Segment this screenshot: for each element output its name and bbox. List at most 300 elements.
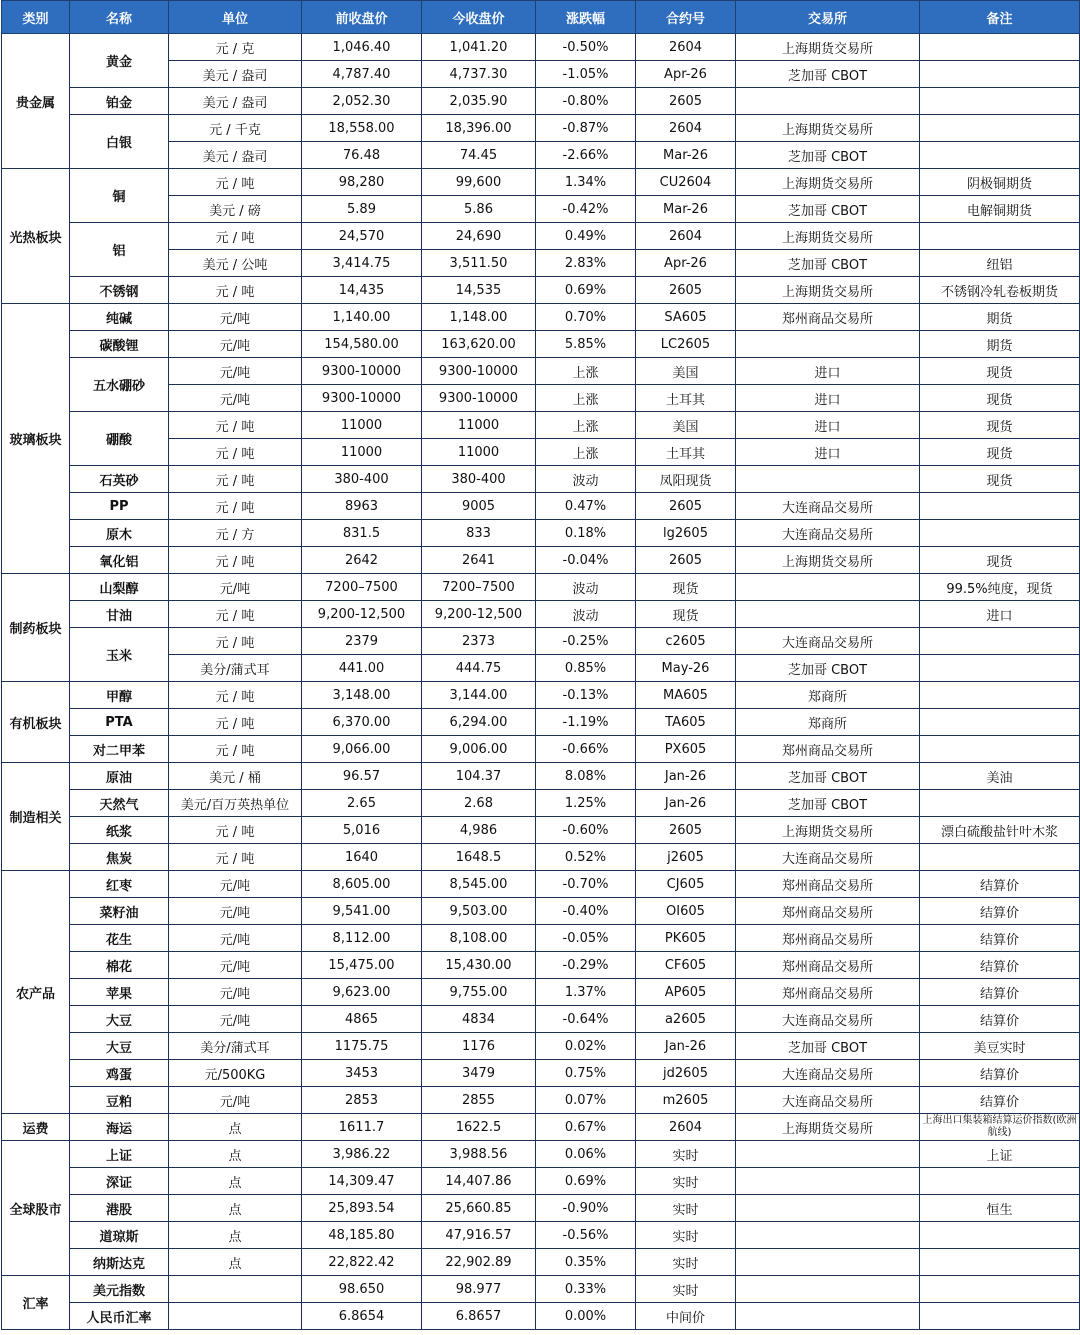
change-cell: -0.13% bbox=[536, 682, 636, 709]
exchange-cell: 上海期货交易所 bbox=[736, 115, 920, 142]
table-row bbox=[2, 601, 1080, 628]
unit-cell: 美元 / 盎司 bbox=[169, 142, 302, 169]
unit-cell: 元 / 吨 bbox=[169, 844, 302, 871]
change-cell: -0.80% bbox=[536, 88, 636, 115]
contract-cell: 中间价 bbox=[636, 1303, 736, 1330]
table-row bbox=[2, 925, 1080, 952]
table-row bbox=[2, 277, 1080, 304]
today-close-cell: 2.68 bbox=[422, 790, 536, 817]
exchange-cell: 大连商品交易所 bbox=[736, 628, 920, 655]
contract-cell: CU2604 bbox=[636, 169, 736, 196]
exchange-cell bbox=[736, 1303, 920, 1330]
prev-close-cell: 11000 bbox=[302, 439, 422, 466]
item-name-cell: 不锈钢 bbox=[70, 277, 169, 304]
contract-cell: 2605 bbox=[636, 493, 736, 520]
prev-close-cell: 2379 bbox=[302, 628, 422, 655]
today-close-cell: 5.86 bbox=[422, 196, 536, 223]
table-row bbox=[2, 682, 1080, 709]
contract-cell: AP605 bbox=[636, 979, 736, 1006]
remark-cell: 结算价 bbox=[920, 925, 1080, 952]
contract-cell: j2605 bbox=[636, 844, 736, 871]
prev-close-cell: 1175.75 bbox=[302, 1033, 422, 1060]
prev-close-cell: 3453 bbox=[302, 1060, 422, 1087]
today-close-cell: 380-400 bbox=[422, 466, 536, 493]
exchange-cell: 大连商品交易所 bbox=[736, 1006, 920, 1033]
contract-cell: Jan-26 bbox=[636, 763, 736, 790]
item-name-cell: 铂金 bbox=[70, 88, 169, 115]
item-name-cell: 对二甲苯 bbox=[70, 736, 169, 763]
item-name-cell: 红枣 bbox=[70, 871, 169, 898]
remark-cell: 结算价 bbox=[920, 871, 1080, 898]
prev-close-cell: 8,112.00 bbox=[302, 925, 422, 952]
today-close-cell: 833 bbox=[422, 520, 536, 547]
prev-close-cell: 25,893.54 bbox=[302, 1195, 422, 1222]
change-cell: -0.70% bbox=[536, 871, 636, 898]
unit-cell: 美元 / 盎司 bbox=[169, 88, 302, 115]
contract-cell: Apr-26 bbox=[636, 250, 736, 277]
prev-close-cell: 4,787.40 bbox=[302, 61, 422, 88]
remark-cell bbox=[920, 61, 1080, 88]
exchange-cell: 进口 bbox=[736, 358, 920, 385]
category-cell: 制药板块 bbox=[2, 574, 70, 682]
unit-cell: 元/吨 bbox=[169, 898, 302, 925]
exchange-cell: 上海期货交易所 bbox=[736, 277, 920, 304]
unit-cell: 元/吨 bbox=[169, 1087, 302, 1114]
exchange-cell: 大连商品交易所 bbox=[736, 520, 920, 547]
item-name-cell: 上证 bbox=[70, 1141, 169, 1168]
contract-cell: 2605 bbox=[636, 88, 736, 115]
exchange-cell: 芝加哥 CBOT bbox=[736, 61, 920, 88]
exchange-cell: 芝加哥 CBOT bbox=[736, 196, 920, 223]
exchange-cell bbox=[736, 1195, 920, 1222]
contract-cell: 美国 bbox=[636, 412, 736, 439]
prev-close-cell: 6,370.00 bbox=[302, 709, 422, 736]
category-cell: 运费 bbox=[2, 1114, 70, 1141]
change-cell: 0.75% bbox=[536, 1060, 636, 1087]
prev-close-cell: 5,016 bbox=[302, 817, 422, 844]
unit-cell: 元 / 方 bbox=[169, 520, 302, 547]
item-name-cell: PTA bbox=[70, 709, 169, 736]
unit-cell: 元/吨 bbox=[169, 925, 302, 952]
prev-close-cell: 831.5 bbox=[302, 520, 422, 547]
remark-cell: 结算价 bbox=[920, 979, 1080, 1006]
unit-cell: 美元 / 公吨 bbox=[169, 250, 302, 277]
change-cell: 0.69% bbox=[536, 1168, 636, 1195]
contract-cell: 美国 bbox=[636, 358, 736, 385]
today-close-cell: 4,986 bbox=[422, 817, 536, 844]
item-name-cell: 硼酸 bbox=[70, 412, 169, 466]
table-row bbox=[2, 1303, 1080, 1330]
change-cell: 波动 bbox=[536, 601, 636, 628]
table-row bbox=[2, 1249, 1080, 1276]
unit-cell: 元/吨 bbox=[169, 385, 302, 412]
contract-cell: PK605 bbox=[636, 925, 736, 952]
change-cell: 8.08% bbox=[536, 763, 636, 790]
prev-close-cell: 3,414.75 bbox=[302, 250, 422, 277]
contract-cell: MA605 bbox=[636, 682, 736, 709]
remark-cell: 结算价 bbox=[920, 898, 1080, 925]
header-category: 类别 bbox=[2, 1, 70, 34]
table-body bbox=[2, 34, 1080, 1330]
change-cell: 0.35% bbox=[536, 1249, 636, 1276]
unit-cell: 元 / 吨 bbox=[169, 628, 302, 655]
table-row bbox=[2, 1114, 1080, 1141]
today-close-cell: 99,600 bbox=[422, 169, 536, 196]
today-close-cell: 74.45 bbox=[422, 142, 536, 169]
contract-cell: 2605 bbox=[636, 547, 736, 574]
today-close-cell: 4,737.30 bbox=[422, 61, 536, 88]
contract-cell: 2604 bbox=[636, 115, 736, 142]
prev-close-cell: 9,200-12,500 bbox=[302, 601, 422, 628]
change-cell: 0.06% bbox=[536, 1141, 636, 1168]
unit-cell bbox=[169, 1303, 302, 1330]
remark-cell: 上证 bbox=[920, 1141, 1080, 1168]
exchange-cell: 郑商所 bbox=[736, 682, 920, 709]
table-row bbox=[2, 304, 1080, 331]
change-cell: 0.70% bbox=[536, 304, 636, 331]
remark-cell: 99.5%纯度，现货 bbox=[920, 574, 1080, 601]
unit-cell: 元/吨 bbox=[169, 304, 302, 331]
header-contract: 合约号 bbox=[636, 1, 736, 34]
item-name-cell: 碳酸锂 bbox=[70, 331, 169, 358]
item-name-cell: 五水硼砂 bbox=[70, 358, 169, 412]
contract-cell: 实时 bbox=[636, 1195, 736, 1222]
item-name-cell: 鸡蛋 bbox=[70, 1060, 169, 1087]
prev-close-cell: 9300-10000 bbox=[302, 385, 422, 412]
item-name-cell: 豆粕 bbox=[70, 1087, 169, 1114]
exchange-cell bbox=[736, 1276, 920, 1303]
table-row bbox=[2, 736, 1080, 763]
unit-cell: 元 / 吨 bbox=[169, 223, 302, 250]
unit-cell: 元/吨 bbox=[169, 331, 302, 358]
exchange-cell: 进口 bbox=[736, 412, 920, 439]
remark-cell bbox=[920, 1168, 1080, 1195]
exchange-cell: 上海期货交易所 bbox=[736, 1114, 920, 1141]
change-cell: 0.67% bbox=[536, 1114, 636, 1141]
item-name-cell: 苹果 bbox=[70, 979, 169, 1006]
exchange-cell: 郑州商品交易所 bbox=[736, 979, 920, 1006]
remark-cell: 现货 bbox=[920, 466, 1080, 493]
contract-cell: Mar-26 bbox=[636, 196, 736, 223]
contract-cell: 2604 bbox=[636, 34, 736, 61]
unit-cell: 元/吨 bbox=[169, 952, 302, 979]
remark-cell bbox=[920, 844, 1080, 871]
remark-cell: 恒生 bbox=[920, 1195, 1080, 1222]
remark-cell bbox=[920, 1249, 1080, 1276]
exchange-cell bbox=[736, 601, 920, 628]
today-close-cell: 9300-10000 bbox=[422, 358, 536, 385]
today-close-cell: 8,545.00 bbox=[422, 871, 536, 898]
prev-close-cell: 14,309.47 bbox=[302, 1168, 422, 1195]
exchange-cell bbox=[736, 1168, 920, 1195]
remark-cell: 结算价 bbox=[920, 1006, 1080, 1033]
change-cell: -0.42% bbox=[536, 196, 636, 223]
item-name-cell: 铜 bbox=[70, 169, 169, 223]
unit-cell: 元 / 吨 bbox=[169, 601, 302, 628]
change-cell: -1.05% bbox=[536, 61, 636, 88]
item-name-cell: 纯碱 bbox=[70, 304, 169, 331]
change-cell: -0.29% bbox=[536, 952, 636, 979]
prev-close-cell: 3,986.22 bbox=[302, 1141, 422, 1168]
table-row bbox=[2, 358, 1080, 385]
prev-close-cell: 2.65 bbox=[302, 790, 422, 817]
prev-close-cell: 1,140.00 bbox=[302, 304, 422, 331]
today-close-cell: 11000 bbox=[422, 439, 536, 466]
exchange-cell: 郑州商品交易所 bbox=[736, 736, 920, 763]
table-row bbox=[2, 466, 1080, 493]
today-close-cell: 25,660.85 bbox=[422, 1195, 536, 1222]
prev-close-cell: 14,435 bbox=[302, 277, 422, 304]
remark-cell: 美豆实时 bbox=[920, 1033, 1080, 1060]
contract-cell: 现货 bbox=[636, 574, 736, 601]
contract-cell: CF605 bbox=[636, 952, 736, 979]
change-cell: 0.00% bbox=[536, 1303, 636, 1330]
today-close-cell: 14,407.86 bbox=[422, 1168, 536, 1195]
unit-cell: 点 bbox=[169, 1141, 302, 1168]
table-row bbox=[2, 844, 1080, 871]
prev-close-cell: 6.8654 bbox=[302, 1303, 422, 1330]
prev-close-cell: 7200–7500 bbox=[302, 574, 422, 601]
contract-cell: 土耳其 bbox=[636, 439, 736, 466]
exchange-cell: 郑州商品交易所 bbox=[736, 898, 920, 925]
today-close-cell: 2,035.90 bbox=[422, 88, 536, 115]
exchange-cell bbox=[736, 1249, 920, 1276]
today-close-cell: 163,620.00 bbox=[422, 331, 536, 358]
remark-cell: 现货 bbox=[920, 385, 1080, 412]
today-close-cell: 7200–7500 bbox=[422, 574, 536, 601]
today-close-cell: 47,916.57 bbox=[422, 1222, 536, 1249]
today-close-cell: 9,200-12,500 bbox=[422, 601, 536, 628]
change-cell: 上涨 bbox=[536, 358, 636, 385]
header-remark: 备注 bbox=[920, 1, 1080, 34]
unit-cell: 元/吨 bbox=[169, 871, 302, 898]
change-cell: -0.64% bbox=[536, 1006, 636, 1033]
today-close-cell: 6,294.00 bbox=[422, 709, 536, 736]
contract-cell: May-26 bbox=[636, 655, 736, 682]
table-row bbox=[2, 88, 1080, 115]
table-row bbox=[2, 574, 1080, 601]
unit-cell: 元 / 吨 bbox=[169, 547, 302, 574]
remark-cell: 结算价 bbox=[920, 1087, 1080, 1114]
item-name-cell: 原油 bbox=[70, 763, 169, 790]
today-close-cell: 3479 bbox=[422, 1060, 536, 1087]
table-row bbox=[2, 331, 1080, 358]
change-cell: -0.50% bbox=[536, 34, 636, 61]
remark-cell bbox=[920, 520, 1080, 547]
unit-cell: 元 / 吨 bbox=[169, 817, 302, 844]
exchange-cell bbox=[736, 574, 920, 601]
table-row bbox=[2, 115, 1080, 142]
remark-cell: 现货 bbox=[920, 439, 1080, 466]
contract-cell: TA605 bbox=[636, 709, 736, 736]
change-cell: 1.37% bbox=[536, 979, 636, 1006]
table-row bbox=[2, 817, 1080, 844]
prev-close-cell: 2853 bbox=[302, 1087, 422, 1114]
unit-cell: 美元 / 磅 bbox=[169, 196, 302, 223]
prev-close-cell: 2642 bbox=[302, 547, 422, 574]
change-cell: 2.83% bbox=[536, 250, 636, 277]
table-row bbox=[2, 169, 1080, 196]
change-cell: -0.04% bbox=[536, 547, 636, 574]
today-close-cell: 15,430.00 bbox=[422, 952, 536, 979]
category-cell: 贵金属 bbox=[2, 34, 70, 169]
item-name-cell: 美元指数 bbox=[70, 1276, 169, 1303]
remark-cell bbox=[920, 736, 1080, 763]
exchange-cell: 大连商品交易所 bbox=[736, 1060, 920, 1087]
commodity-price-table bbox=[1, 0, 1080, 1330]
item-name-cell: 人民币汇率 bbox=[70, 1303, 169, 1330]
item-name-cell: 菜籽油 bbox=[70, 898, 169, 925]
item-name-cell: 甲醇 bbox=[70, 682, 169, 709]
exchange-cell: 郑州商品交易所 bbox=[736, 925, 920, 952]
exchange-cell: 芝加哥 CBOT bbox=[736, 790, 920, 817]
exchange-cell: 郑州商品交易所 bbox=[736, 304, 920, 331]
today-close-cell: 2641 bbox=[422, 547, 536, 574]
contract-cell: 实时 bbox=[636, 1276, 736, 1303]
today-close-cell: 1,148.00 bbox=[422, 304, 536, 331]
category-cell: 有机板块 bbox=[2, 682, 70, 763]
unit-cell: 点 bbox=[169, 1195, 302, 1222]
prev-close-cell: 98,280 bbox=[302, 169, 422, 196]
unit-cell: 点 bbox=[169, 1168, 302, 1195]
remark-cell bbox=[920, 1303, 1080, 1330]
today-close-cell: 1622.5 bbox=[422, 1114, 536, 1141]
contract-cell: 2604 bbox=[636, 223, 736, 250]
table-row bbox=[2, 898, 1080, 925]
exchange-cell: 大连商品交易所 bbox=[736, 493, 920, 520]
prev-close-cell: 4865 bbox=[302, 1006, 422, 1033]
table-row bbox=[2, 34, 1080, 61]
contract-cell: Mar-26 bbox=[636, 142, 736, 169]
table-row bbox=[2, 1141, 1080, 1168]
item-name-cell: 大豆 bbox=[70, 1006, 169, 1033]
today-close-cell: 8,108.00 bbox=[422, 925, 536, 952]
unit-cell: 元 / 吨 bbox=[169, 682, 302, 709]
category-cell: 全球股市 bbox=[2, 1141, 70, 1276]
table-row bbox=[2, 1222, 1080, 1249]
unit-cell: 元 / 克 bbox=[169, 34, 302, 61]
remark-cell: 现货 bbox=[920, 412, 1080, 439]
prev-close-cell: 380-400 bbox=[302, 466, 422, 493]
item-name-cell: 大豆 bbox=[70, 1033, 169, 1060]
unit-cell: 元/吨 bbox=[169, 358, 302, 385]
change-cell: 0.02% bbox=[536, 1033, 636, 1060]
prev-close-cell: 76.48 bbox=[302, 142, 422, 169]
unit-cell: 元 / 吨 bbox=[169, 277, 302, 304]
table-row bbox=[2, 871, 1080, 898]
remark-cell bbox=[920, 493, 1080, 520]
exchange-cell: 芝加哥 CBOT bbox=[736, 1033, 920, 1060]
today-close-cell: 444.75 bbox=[422, 655, 536, 682]
contract-cell: 2605 bbox=[636, 817, 736, 844]
item-name-cell: 纳斯达克 bbox=[70, 1249, 169, 1276]
prev-close-cell: 22,822.42 bbox=[302, 1249, 422, 1276]
unit-cell: 元 / 吨 bbox=[169, 466, 302, 493]
exchange-cell: 郑商所 bbox=[736, 709, 920, 736]
table-row bbox=[2, 1006, 1080, 1033]
header-prev-close: 前收盘价 bbox=[302, 1, 422, 34]
change-cell: 1.25% bbox=[536, 790, 636, 817]
table-row bbox=[2, 520, 1080, 547]
category-cell: 光热板块 bbox=[2, 169, 70, 304]
remark-cell bbox=[920, 142, 1080, 169]
remark-cell: 现货 bbox=[920, 358, 1080, 385]
exchange-cell: 大连商品交易所 bbox=[736, 844, 920, 871]
contract-cell: Apr-26 bbox=[636, 61, 736, 88]
table-header bbox=[2, 1, 1080, 34]
table-row bbox=[2, 547, 1080, 574]
exchange-cell: 郑州商品交易所 bbox=[736, 871, 920, 898]
unit-cell: 元 / 吨 bbox=[169, 709, 302, 736]
remark-cell bbox=[920, 1222, 1080, 1249]
today-close-cell: 22,902.89 bbox=[422, 1249, 536, 1276]
prev-close-cell: 2,052.30 bbox=[302, 88, 422, 115]
category-cell: 玻璃板块 bbox=[2, 304, 70, 574]
exchange-cell: 芝加哥 CBOT bbox=[736, 763, 920, 790]
change-cell: -0.05% bbox=[536, 925, 636, 952]
table-row bbox=[2, 493, 1080, 520]
remark-cell: 期货 bbox=[920, 304, 1080, 331]
change-cell: -0.87% bbox=[536, 115, 636, 142]
contract-cell: 2605 bbox=[636, 277, 736, 304]
exchange-cell: 进口 bbox=[736, 385, 920, 412]
change-cell: 波动 bbox=[536, 574, 636, 601]
item-name-cell: 天然气 bbox=[70, 790, 169, 817]
unit-cell: 元 / 吨 bbox=[169, 736, 302, 763]
contract-cell: SA605 bbox=[636, 304, 736, 331]
prev-close-cell: 48,185.80 bbox=[302, 1222, 422, 1249]
table-row bbox=[2, 709, 1080, 736]
contract-cell: 现货 bbox=[636, 601, 736, 628]
prev-close-cell: 1611.7 bbox=[302, 1114, 422, 1141]
item-name-cell: 棉花 bbox=[70, 952, 169, 979]
item-name-cell: 港股 bbox=[70, 1195, 169, 1222]
item-name-cell: 甘油 bbox=[70, 601, 169, 628]
unit-cell: 美元 / 桶 bbox=[169, 763, 302, 790]
prev-close-cell: 24,570 bbox=[302, 223, 422, 250]
header-exchange: 交易所 bbox=[736, 1, 920, 34]
exchange-cell bbox=[736, 331, 920, 358]
prev-close-cell: 9,066.00 bbox=[302, 736, 422, 763]
today-close-cell: 3,988.56 bbox=[422, 1141, 536, 1168]
prev-close-cell: 5.89 bbox=[302, 196, 422, 223]
remark-cell bbox=[920, 34, 1080, 61]
change-cell: 5.85% bbox=[536, 331, 636, 358]
change-cell: 上涨 bbox=[536, 439, 636, 466]
table-row bbox=[2, 979, 1080, 1006]
unit-cell: 元 / 吨 bbox=[169, 439, 302, 466]
exchange-cell: 大连商品交易所 bbox=[736, 1087, 920, 1114]
table-row bbox=[2, 223, 1080, 250]
change-cell: -0.25% bbox=[536, 628, 636, 655]
prev-close-cell: 3,148.00 bbox=[302, 682, 422, 709]
today-close-cell: 9,755.00 bbox=[422, 979, 536, 1006]
contract-cell: lg2605 bbox=[636, 520, 736, 547]
item-name-cell: 原木 bbox=[70, 520, 169, 547]
table-row bbox=[2, 952, 1080, 979]
exchange-cell bbox=[736, 1222, 920, 1249]
remark-cell bbox=[920, 223, 1080, 250]
unit-cell: 元 / 千克 bbox=[169, 115, 302, 142]
prev-close-cell: 1640 bbox=[302, 844, 422, 871]
change-cell: -0.40% bbox=[536, 898, 636, 925]
today-close-cell: 14,535 bbox=[422, 277, 536, 304]
today-close-cell: 9,006.00 bbox=[422, 736, 536, 763]
exchange-cell: 上海期货交易所 bbox=[736, 169, 920, 196]
item-name-cell: 纸浆 bbox=[70, 817, 169, 844]
item-name-cell: PP bbox=[70, 493, 169, 520]
prev-close-cell: 8,605.00 bbox=[302, 871, 422, 898]
